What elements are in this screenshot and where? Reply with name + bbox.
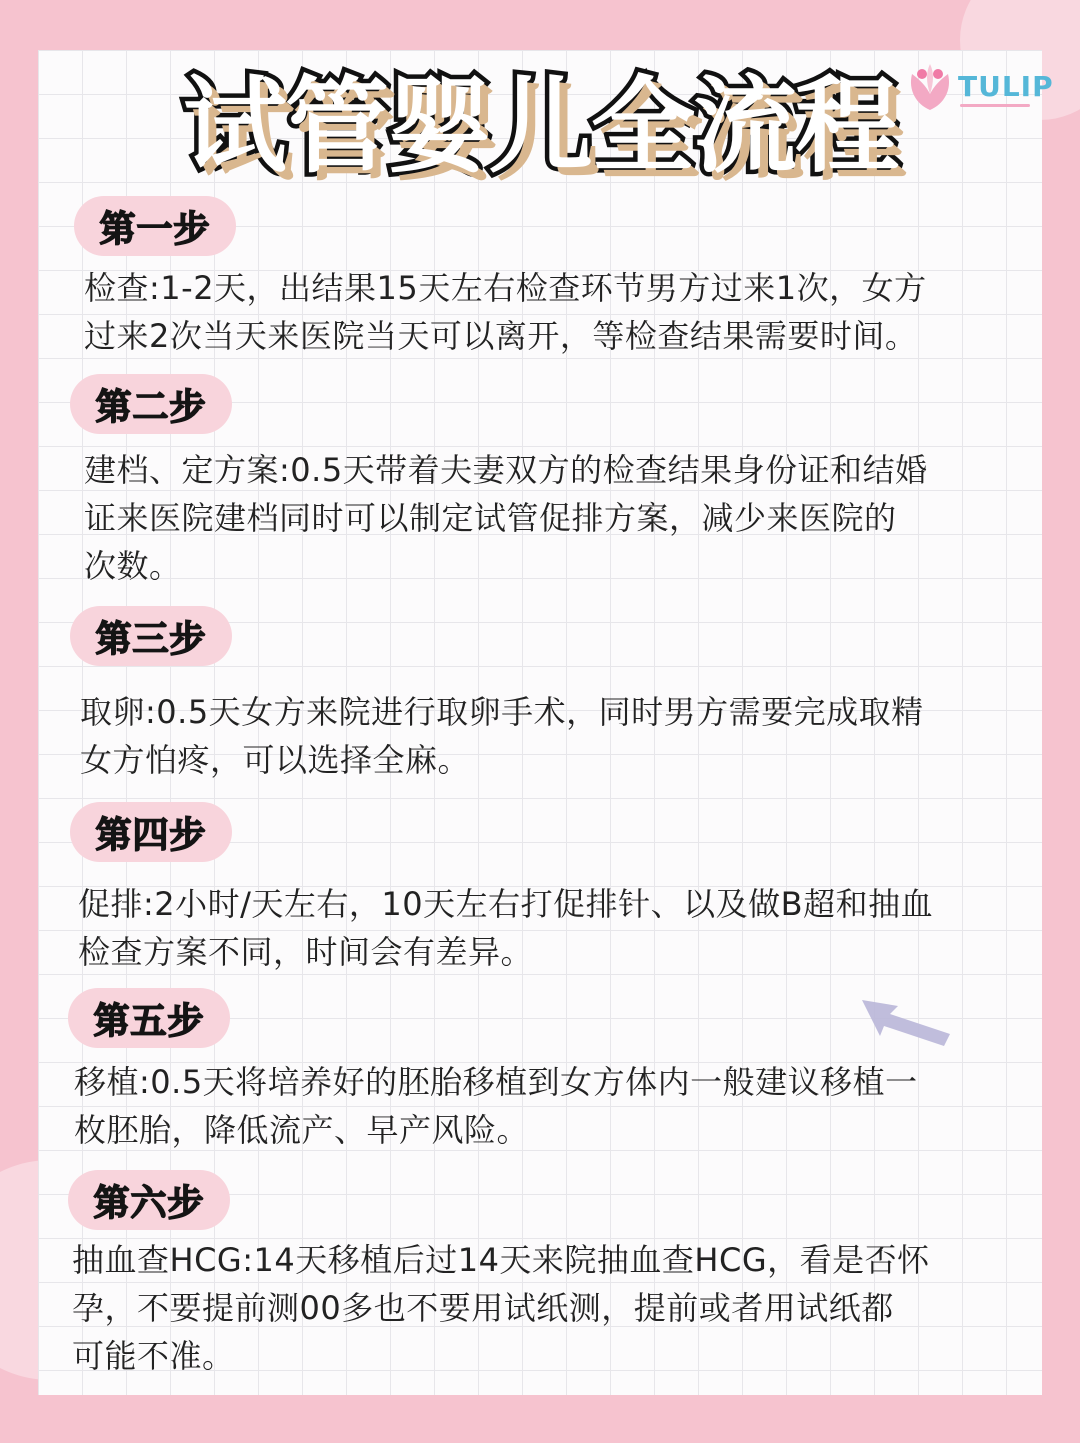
step-2-text: 建档、定方案:0.5天带着夫妻双方的检查结果身份证和结婚 证来医院建档同时可以制定试管促排方案，减少来医院的 次数。 xyxy=(84,451,928,585)
step-2-label: 第二步 xyxy=(95,386,207,428)
step-1-badge xyxy=(74,196,236,256)
step-4-badge xyxy=(70,802,232,862)
step-2-badge xyxy=(70,374,232,434)
arrow-icon xyxy=(858,992,958,1052)
step-5-text: 移植:0.5天将培养好的胚胎移植到女方体内一般建议移植一 枚胚胎，降低流产、早产风险。 xyxy=(74,1063,918,1149)
step-3-text: 取卵:0.5天女方来院进行取卵手术，同时男方需要完成取精 女方怕疼，可以选择全麻。 xyxy=(80,693,924,779)
step-6-label: 第六步 xyxy=(93,1182,205,1224)
logo-text: TULIP xyxy=(958,70,1054,103)
step-5-label: 第五步 xyxy=(93,1000,205,1042)
page-title: 试管婴儿全流程 xyxy=(182,65,897,187)
tulip-flower-icon xyxy=(902,60,958,116)
step-5-badge xyxy=(68,988,230,1048)
step-3-label: 第三步 xyxy=(95,618,207,660)
step-1-label: 第一步 xyxy=(99,208,211,250)
step-1-text: 检查:1-2天，出结果15天左右检查环节男方过来1次，女方 过来2次当天来医院当天可以离开，等检查结果需要时间。 xyxy=(84,269,927,355)
step-4-label: 第四步 xyxy=(95,814,207,856)
tulip-logo xyxy=(902,60,1054,116)
step-3-badge xyxy=(70,606,232,666)
step-4-text: 促排:2小时/天左右，10天左右打促排针、以及做B超和抽血 检查方案不同，时间会有差异。 xyxy=(78,885,934,971)
step-6-badge xyxy=(68,1170,230,1230)
logo-underline xyxy=(960,104,1030,107)
step-6-text: 抽血查HCG:14天移植后过14天来院抽血查HCG，看是否怀 孕，不要提前测00多也不要用试纸测，提前或者用试纸都 可能不准。 xyxy=(72,1241,930,1375)
